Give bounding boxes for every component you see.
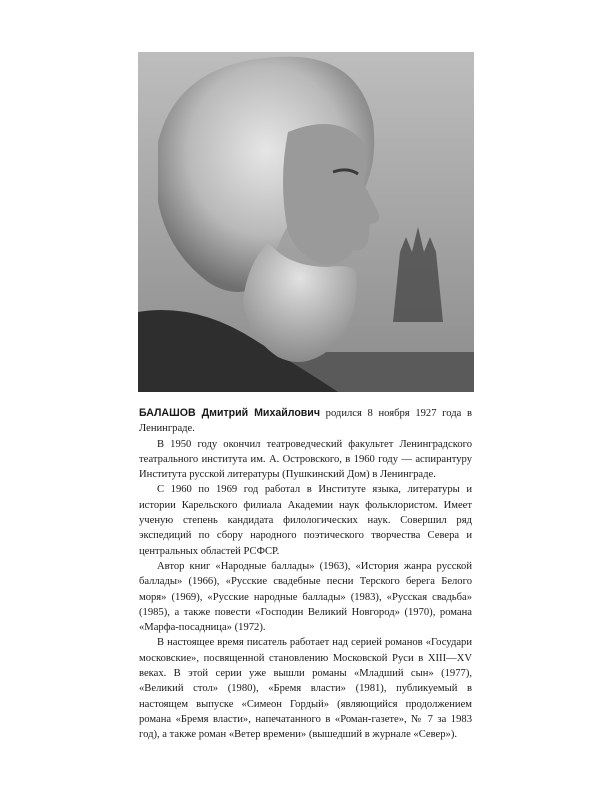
author-biography bbox=[139, 406, 472, 743]
bio-paragraph-career: С 1960 по 1969 год работал в Институте языка, литературы и истории Карельского филиала Академии наук фольклористом. Имеет ученую степень кандидата филологических наук. Совершил ряд экспедиций по сбору народного поэтического творчества Севера и центральных областей РСФСР. bbox=[139, 484, 472, 557]
author-birth-info: родился 8 ноября 1927 года в Ленинграде. bbox=[139, 408, 473, 435]
portrait-illustration bbox=[138, 52, 474, 392]
bio-paragraph-education: В 1950 году окончил театроведческий факультет Ленинградского театрального института им. А. Островского, в 1960 году — аспирантуру Института русской литературы (Пушкинский Дом) в Ленинграде. bbox=[139, 438, 472, 481]
bio-paragraph-books: Автор книг «Народные баллады» (1963), «История жанра русской баллады» (1966), «Русские свадебные песни Терского берега Белого моря» (1969), «Русские народные баллады» (1983), «Русская свадьба» (1985), а также повести «Господин Великий Новгород» (1970), романа «Марфа-посадница» (1972). bbox=[139, 560, 472, 634]
bio-intro-paragraph bbox=[139, 406, 472, 437]
bio-paragraph-current-work: В настоящее время писатель работает над серией романов «Государи московские», посвященной становлению Московской Руси в XIII—XV веках. В этой серии уже вышли романы «Младший сын» (1977), «Великий стол» (1980), «Бремя власти» (1981), публикуемый в настоящем выпуске «Симеон Гордый» (являющийся продолжением романа «Бремя власти», напечатанного в «Роман-газете», № 7 за 1983 год), а также роман «Ветер времени» (вышедший в журнале «Север»). bbox=[139, 637, 472, 741]
author-portrait-photo bbox=[138, 52, 474, 392]
author-name: БАЛАШОВ Дмитрий Михайлович bbox=[139, 407, 320, 419]
